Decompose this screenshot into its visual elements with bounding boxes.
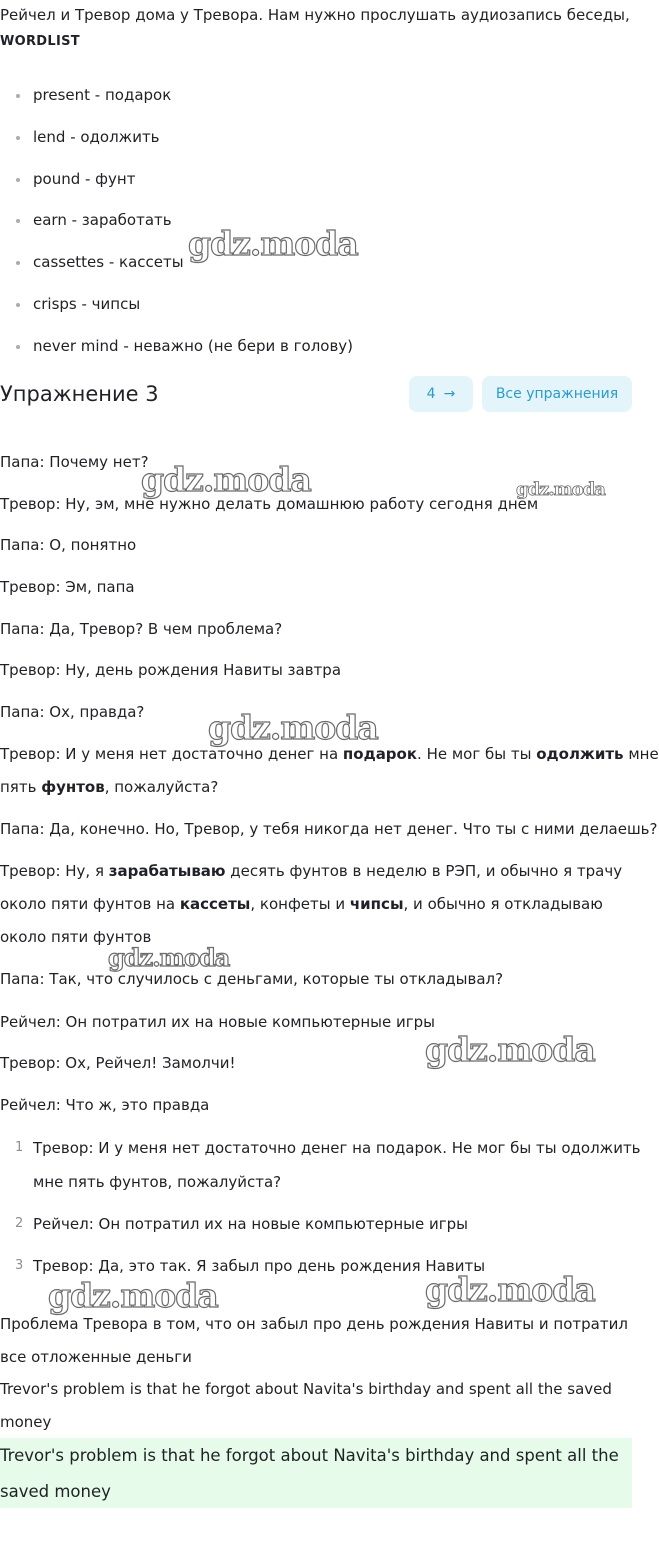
- dialogue-line: Папа: Так, что случилось с деньгами, которые ты откладывал?: [0, 970, 504, 988]
- answer-number: 2: [15, 1216, 24, 1231]
- arrow-right-icon: →: [443, 386, 456, 402]
- dialogue-line: Папа: О, понятно: [0, 536, 137, 554]
- dialogue-line: Рейчел: Он потратил их на новые компьютерные игры: [0, 1013, 435, 1031]
- next-exercise-label: 4: [426, 386, 436, 402]
- dialogue-line: [0, 744, 659, 764]
- keyword-lend: одолжить: [536, 745, 624, 763]
- dialogue-line: Тревор: Эм, папа: [0, 578, 135, 596]
- keyword-earn: зарабатываю: [108, 862, 226, 880]
- wordlist-item-text: pound - фунт: [33, 170, 136, 188]
- dialogue-line: Папа: Да, Тревор? В чем проблема?: [0, 620, 283, 638]
- answer-text: Рейчел: Он потратил их на новые компьютерные игры: [33, 1215, 468, 1233]
- dialogue-line: Тревор: Ну, эм, мне нужно делать домашнюю работу сегодня днем: [0, 495, 539, 513]
- watermark: gdz.moda: [141, 460, 311, 499]
- bullet-icon: [16, 94, 20, 98]
- bullet-icon: [16, 136, 20, 140]
- intro-text: Рейчел и Тревор дома у Тревора. Нам нужно прослушать аудиозапись беседы,: [0, 6, 630, 24]
- answer-highlight: [0, 1438, 632, 1508]
- keyword-pounds: фунтов: [41, 778, 105, 796]
- dialogue-text: мне: [623, 745, 659, 763]
- bullet-icon: [16, 261, 20, 265]
- watermark: gdz.moda: [48, 1276, 218, 1315]
- dialogue-text: пять: [0, 778, 42, 796]
- wordlist-title: WORDLIST: [0, 34, 80, 49]
- conclusion-ru: все отложенные деньги: [0, 1348, 192, 1366]
- wordlist-item-text: lend - одолжить: [33, 128, 160, 146]
- dialogue-line: Папа: Почему нет?: [0, 453, 149, 471]
- dialogue-line: [0, 777, 218, 797]
- bullet-icon: [16, 219, 20, 223]
- dialogue-text: около пяти фунтов на: [0, 895, 180, 913]
- dialogue-line: Тревор: Ну, день рождения Навиты завтра: [0, 661, 342, 679]
- dialogue-line: Рейчел: Что ж, это правда: [0, 1096, 210, 1114]
- dialogue-text: , и обычно я откладываю: [403, 895, 603, 913]
- watermark: gdz.moda: [425, 1030, 595, 1069]
- dialogue-text: Тревор: Ну, я: [0, 862, 109, 880]
- answer-text: мне пять фунтов, пожалуйста?: [33, 1173, 282, 1191]
- dialogue-line: [0, 861, 622, 881]
- watermark: gdz.moda: [188, 224, 358, 263]
- highlight-text: saved money: [0, 1482, 111, 1501]
- bullet-icon: [16, 303, 20, 307]
- all-exercises-label: Все упражнения: [495, 386, 619, 402]
- conclusion-en: money: [0, 1413, 52, 1431]
- next-exercise-button[interactable]: [409, 376, 473, 412]
- wordlist-item-text: present - подарок: [33, 86, 172, 104]
- answer-number: 3: [15, 1258, 24, 1273]
- wordlist-item-text: crisps - чипсы: [33, 295, 141, 313]
- dialogue-line: [0, 894, 603, 914]
- keyword-crisps: чипсы: [349, 895, 404, 913]
- dialogue-line: Тревор: Ох, Рейчел! Замолчи!: [0, 1054, 236, 1072]
- wordlist-item-text: cassettes - кассеты: [33, 253, 184, 271]
- dialogue-text: десять фунтов в неделю в РЭП, и обычно я трачу: [225, 862, 623, 880]
- keyword-present: подарок: [342, 745, 418, 763]
- exercise-title: Упражнение 3: [0, 382, 159, 406]
- dialogue-line: Папа: Да, конечно. Но, Тревор, у тебя никогда нет денег. Что ты с ними делаешь?: [0, 820, 658, 838]
- dialogue-line: Папа: Ох, правда?: [0, 703, 145, 721]
- dialogue-text: , конфеты и: [250, 895, 350, 913]
- dialogue-line: около пяти фунтов: [0, 928, 152, 946]
- bullet-icon: [16, 345, 20, 349]
- watermark: gdz.moda: [516, 479, 605, 500]
- keyword-cassettes: кассеты: [179, 895, 251, 913]
- watermark: gdz.moda: [425, 1270, 595, 1309]
- answer-number: 1: [15, 1140, 24, 1155]
- dialogue-text: Тревор: И у меня нет достаточно денег на: [0, 745, 343, 763]
- answer-text: Тревор: И у меня нет достаточно денег на подарок. Не мог бы ты одолжить: [33, 1139, 641, 1157]
- highlight-text: Trevor's problem is that he forgot about Navita's birthday and spent all the: [0, 1446, 619, 1465]
- watermark: gdz.moda: [108, 943, 230, 972]
- answer-text: Тревор: Да, это так. Я забыл про день рождения Навиты: [33, 1257, 486, 1275]
- wordlist-item-text: never mind - неважно (не бери в голову): [33, 337, 354, 355]
- conclusion-ru: Проблема Тревора в том, что он забыл про день рождения Навиты и потратил: [0, 1315, 628, 1333]
- watermark: gdz.moda: [208, 708, 378, 747]
- all-exercises-button[interactable]: [482, 376, 632, 412]
- wordlist-item-text: earn - заработать: [33, 211, 172, 229]
- dialogue-text: . Не мог бы ты: [417, 745, 537, 763]
- conclusion-en: Trevor's problem is that he forgot about Navita's birthday and spent all the saved: [0, 1380, 612, 1398]
- bullet-icon: [16, 178, 20, 182]
- dialogue-text: , пожалуйста?: [104, 778, 219, 796]
